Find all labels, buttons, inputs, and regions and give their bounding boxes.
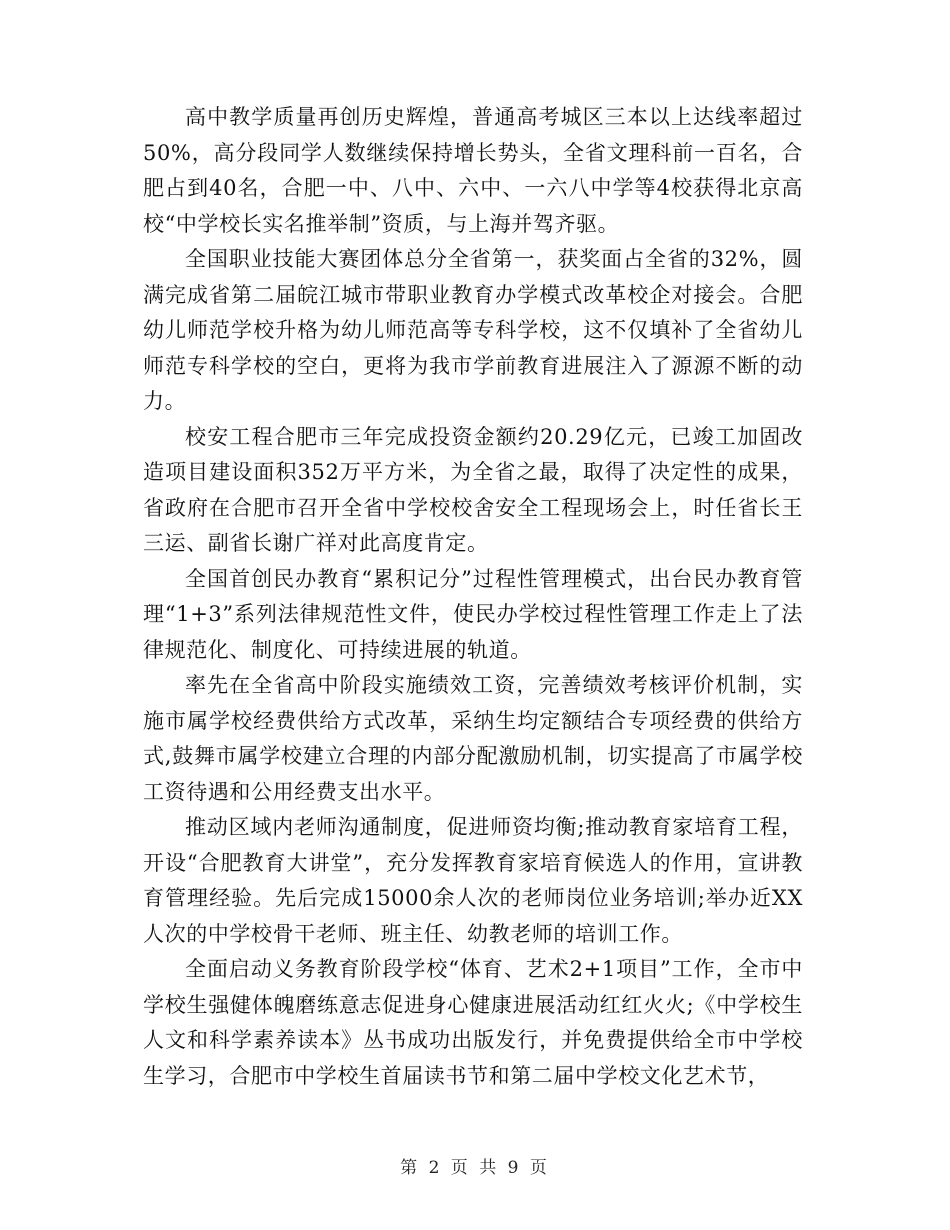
paragraph-high-school-quality: 高中教学质量再创历史辉煌，普通高考城区三本以上达线率超过50%，高分段同学人数继续保持增长势头，全省文理科前一百名，合肥占到40名，合肥一中、八中、六中、一六八中学等4校获得北京高校“中学校长实名推举制”资质，与上海并驾齐驱。: [143, 105, 803, 236]
paragraph-school-safety-project: 校安工程合肥市三年完成投资金额约20.29亿元，已竣工加固改造项目建设面积352万平方米，为全省之最，取得了决定性的成果，省政府在合肥市召开全省中学校校舍安全工程现场会上，时任省长王三运、副省长谢广祥对此高度肯定。: [143, 424, 803, 555]
paragraph-performance-pay: 率先在全省高中阶段实施绩效工资，完善绩效考核评价机制，实施市属学校经费供给方式改革，采纳生均定额结合专项经费的供给方式,鼓舞市属学校建立合理的内部分配激励机制，切实提高了市属学校工资待遇和公用经费支出水平。: [143, 673, 803, 804]
document-body: [143, 100, 803, 1094]
paragraph-private-education: 全国首创民办教育“累积记分”过程性管理模式，出台民办教育管理“1+3”系列法律规范性文件，使民办学校过程性管理工作走上了法律规范化、制度化、可持续进展的轨道。: [143, 566, 803, 662]
page-number-footer: 第 2 页 共 9 页: [400, 1158, 550, 1178]
paragraph-teacher-exchange: 推动区域内老师沟通制度，促进师资均衡;推动教育家培育工程，开设“合肥教育大讲堂”，充分发挥教育家培育候选人的作用，宣讲教育管理经验。先后完成15000余人次的老师岗位业务培训;举办近XX人次的中学校骨干老师、班主任、幼教老师的培训工作。: [143, 815, 803, 946]
paragraph-vocational-education: 全国职业技能大赛团体总分全省第一，获奖面占全省的32%，圆满完成省第二届皖江城市带职业教育办学模式改革校企对接会。合肥幼儿师范学校升格为幼儿师范高等专科学校，这不仅填补了全省幼儿师范专科学校的空白，更将为我市学前教育进展注入了源源不断的动力。: [143, 247, 803, 413]
paragraph-sports-arts: 全面启动义务教育阶段学校“体育、艺术2+1项目”工作，全市中学校生强健体魄磨练意志促进身心健康进展活动红红火火;《中学校生人文和科学素养读本》丛书成功出版发行，并免费提供给全市中学校生学习，合肥市中学校生首届读书节和第二届中学校文化艺术节，: [143, 957, 803, 1088]
